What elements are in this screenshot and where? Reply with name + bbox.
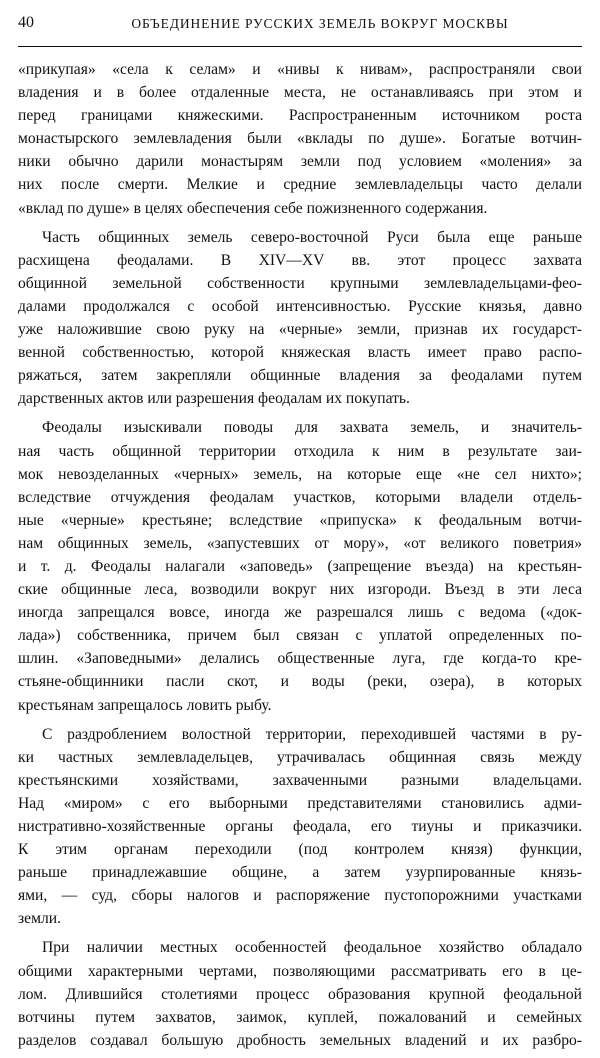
text-line: крестьянам запрещалось ловить рыбу. bbox=[18, 696, 272, 714]
text-line: уже наложившие свою руку на «черные» земли, признав их государст- bbox=[18, 321, 582, 339]
text-line: К этим органам переходили (под контролем князя) функции, bbox=[18, 841, 582, 859]
text-line: нам общинных земель, «запустевших от мору», «от великого поветрия» bbox=[18, 534, 582, 552]
text-line: дарственных актов или разрешения феодалам их покупать. bbox=[18, 390, 410, 408]
text-line: стьяне-общинники пасли скот, и воды (реки, озера), в которых bbox=[18, 673, 582, 691]
page-number: 40 bbox=[18, 14, 34, 31]
paragraph bbox=[18, 936, 582, 1051]
text-line: ские общинные леса, возводили вокруг них изгороди. Въезд в эти леса bbox=[18, 581, 582, 599]
text-line: Феодалы изыскивали поводы для захвата земель, и значитель- bbox=[42, 419, 582, 437]
page-header bbox=[18, 14, 582, 40]
header-rule bbox=[18, 46, 582, 47]
text-line: «прикупая» «села к селам» и «нивы к нивам», распространяли свои bbox=[18, 61, 582, 78]
text-line: и т. д. Феодалы налагали «заповедь» (запрещение въезда) на крестьян- bbox=[18, 557, 582, 575]
text-line: крестьянскими хозяйствами, захваченными разными владельцами. bbox=[18, 771, 582, 789]
text-line: земли. bbox=[18, 910, 61, 928]
text-line: вследствие отчуждения феодалам участков, которыми владели отдель- bbox=[18, 488, 582, 506]
body-text bbox=[18, 58, 582, 1058]
text-line: ники обычно дарили монастырям земли под условием «моления» за bbox=[18, 153, 582, 171]
paragraph bbox=[18, 58, 582, 220]
text-line: владения и в более отдаленные места, не останавливаясь при этом и bbox=[18, 84, 582, 102]
text-line: далами продолжался с особой интенсивностью. Русские князья, давно bbox=[18, 297, 582, 315]
text-line: «вклад по душе» в целях обеспечения себе пожизненного содержания. bbox=[18, 199, 488, 217]
text-line: Часть общинных земель северо-восточной Руси была еще раньше bbox=[42, 228, 582, 246]
paragraph bbox=[18, 723, 582, 931]
text-line: Над «миром» с его выборными представителями становились адми- bbox=[18, 794, 582, 812]
text-line: иногда запрещался вовсе, иногда же разрешался лишь с ведома («док- bbox=[18, 604, 582, 622]
running-title: ОБЪЕДИНЕНИЕ РУССКИХ ЗЕМЕЛЬ ВОКРУГ МОСКВЫ bbox=[131, 16, 509, 31]
text-line: ные «черные» крестьяне; вследствие «припуска» к феодальным вотчи- bbox=[18, 511, 582, 529]
text-line: общинной земельной собственности крупными землевладельцами-фео- bbox=[18, 274, 582, 292]
text-line: общими характерными чертами, позволяющими рассматривать его в це- bbox=[18, 962, 582, 980]
text-line: раньше принадлежавшие общине, а затем узурпированные князь- bbox=[18, 864, 582, 882]
text-line: С раздроблением волостной территории, переходившей частями в ру- bbox=[42, 725, 582, 743]
paragraph bbox=[18, 416, 582, 716]
text-line: вотчины путем захватов, заимок, куплей, пожалований и семейных bbox=[18, 1008, 582, 1026]
text-line: монастырского землевладения были «вклады по душе». Богатые вотчин- bbox=[18, 130, 582, 148]
text-line: ями, — суд, сборы налогов и распоряжение пустопорожними участками bbox=[18, 887, 582, 905]
text-line: нистративно-хозяйственные органы феодала, его тиуны и приказчики. bbox=[18, 818, 582, 835]
text-line: ки частных землевладельцев, утрачивалась общинная связь между bbox=[18, 748, 582, 766]
text-line: мок невозделанных «черных» земель, на которые еще «не сел нихто»; bbox=[18, 465, 582, 483]
text-line: разделов создавал большую дробность земельных владений и их разбро- bbox=[18, 1031, 582, 1049]
text-line: лада») собственника, причем был связан с уплатой определенных по- bbox=[18, 627, 582, 645]
text-line: ная часть общинной территории отходила к ним в результате заи- bbox=[18, 442, 582, 460]
paragraph bbox=[18, 226, 582, 411]
text-line: венной собственностью, которой княжеская власть имеет право распо- bbox=[18, 344, 582, 362]
text-line: перед границами княжескими. Распространенным источником роста bbox=[18, 107, 582, 125]
text-line: ряжаться, затем закрепляли общинные владения за феодалами путем bbox=[18, 367, 582, 385]
text-line: расхищена феодалами. В XIV—XV вв. этот процесс захвата bbox=[18, 251, 582, 269]
text-line: При наличии местных особенностей феодальное хозяйство обладало bbox=[42, 939, 582, 957]
text-line: шлин. «Заповедными» делались общественные луга, где когда-то кре- bbox=[18, 650, 582, 668]
text-line: лом. Длившийся столетиями процесс образования крупной феодальной bbox=[18, 985, 582, 1003]
text-line: них после смерти. Мелкие и средние землевладельцы часто делали bbox=[18, 176, 582, 194]
